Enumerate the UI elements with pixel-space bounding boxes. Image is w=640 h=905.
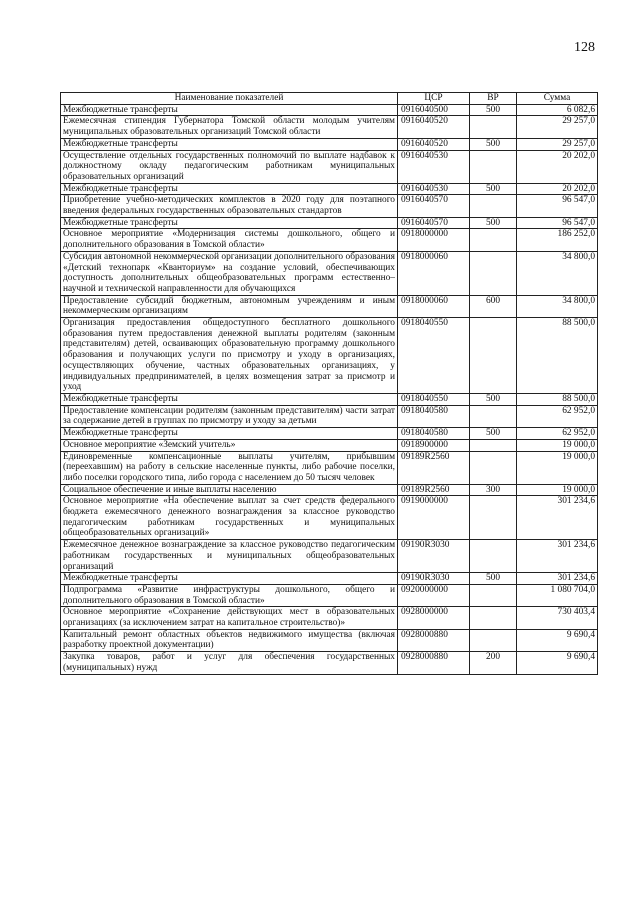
- row-sum-cell: 34 800,0: [517, 295, 598, 317]
- row-sum-cell: 19 000,0: [517, 484, 598, 496]
- row-vr-cell: [470, 496, 517, 540]
- table-row: [61, 652, 598, 674]
- row-csr-cell: 0928000000: [398, 607, 470, 629]
- row-vr-cell: 200: [470, 652, 517, 674]
- table-row: [61, 393, 598, 405]
- row-csr-cell: 0928000880: [398, 652, 470, 674]
- row-csr-cell: 09189R2560: [398, 451, 470, 484]
- budget-table: [60, 92, 598, 675]
- row-name-cell: Капитальный ремонт областных объектов недвижимого имущества (включая разработку проектной документации): [61, 629, 398, 651]
- row-name-cell: Осуществление отдельных государственных полномочий по выплате надбавок к должностному окладу педагогическим работникам муниципальных образовательных организаций: [61, 150, 398, 183]
- table-row: [61, 629, 598, 651]
- table-row: [61, 116, 598, 138]
- table-row: [61, 405, 598, 427]
- table-row: [61, 138, 598, 150]
- row-name-cell: Подпрограмма «Развитие инфраструктуры дошкольного, общего и дополнительного образования в Томской области»: [61, 584, 398, 606]
- row-csr-cell: 0916040520: [398, 138, 470, 150]
- row-csr-cell: 0919000000: [398, 496, 470, 540]
- row-sum-cell: 88 500,0: [517, 318, 598, 394]
- row-sum-cell: 96 547,0: [517, 217, 598, 229]
- header-vr: ВР: [470, 93, 517, 105]
- row-csr-cell: 0918000060: [398, 295, 470, 317]
- row-vr-cell: 500: [470, 104, 517, 116]
- row-name-cell: Основное мероприятие «Земский учитель»: [61, 439, 398, 451]
- header-row: [61, 93, 598, 105]
- table-row: [61, 573, 598, 585]
- row-csr-cell: 0916040530: [398, 150, 470, 183]
- row-vr-cell: [470, 451, 517, 484]
- table-row: [61, 295, 598, 317]
- table-row: [61, 104, 598, 116]
- table-row: [61, 496, 598, 540]
- row-csr-cell: 0928000880: [398, 629, 470, 651]
- row-name-cell: Предоставление субсидий бюджетным, автономным учреждениям и иным некоммерческим организациям: [61, 295, 398, 317]
- row-sum-cell: 19 000,0: [517, 451, 598, 484]
- row-csr-cell: 0916040500: [398, 104, 470, 116]
- row-csr-cell: 09190R3030: [398, 573, 470, 585]
- row-vr-cell: 500: [470, 183, 517, 195]
- table-row: [61, 195, 598, 217]
- table-row: [61, 251, 598, 295]
- table-row: [61, 451, 598, 484]
- row-sum-cell: 730 403,4: [517, 607, 598, 629]
- row-name-cell: Ежемесячное денежное вознаграждение за классное руководство педагогическим работникам государственных и муниципальных общеобразовательных организаций: [61, 540, 398, 573]
- row-vr-cell: [470, 251, 517, 295]
- table-row: [61, 584, 598, 606]
- row-csr-cell: 0918040580: [398, 428, 470, 440]
- row-name-cell: Межбюджетные трансферты: [61, 217, 398, 229]
- row-vr-cell: 500: [470, 393, 517, 405]
- row-name-cell: Организация предоставления общедоступного бесплатного дошкольного образования путем предоставления денежной выплаты родителям (законным представителям) детей, осваивающих образовательную программу дошкольного образования и получающих услуги по присмотру и уходу в организациях, осуществляющих обучение, частных образовательных организациях, у индивидуальных предпринимателей, в целях возмещения затрат за присмотр и уход: [61, 318, 398, 394]
- row-csr-cell: 0918040580: [398, 405, 470, 427]
- row-vr-cell: [470, 439, 517, 451]
- row-vr-cell: [470, 229, 517, 251]
- table-row: [61, 484, 598, 496]
- row-name-cell: Межбюджетные трансферты: [61, 428, 398, 440]
- row-name-cell: Основное мероприятие «На обеспечение выплат за счет средств федерального бюджета ежемесячного денежного вознаграждения за классное руководство педагогическим работникам государственных и муниципальных общеобразовательных организаций»: [61, 496, 398, 540]
- row-sum-cell: 34 800,0: [517, 251, 598, 295]
- row-name-cell: Межбюджетные трансферты: [61, 104, 398, 116]
- row-sum-cell: 20 202,0: [517, 183, 598, 195]
- row-vr-cell: 300: [470, 484, 517, 496]
- row-csr-cell: 0920000000: [398, 584, 470, 606]
- row-vr-cell: [470, 318, 517, 394]
- row-name-cell: Закупка товаров, работ и услуг для обеспечения государственных (муниципальных) нужд: [61, 652, 398, 674]
- row-name-cell: Ежемесячная стипендия Губернатора Томской области молодым учителям муниципальных образовательных организаций Томской области: [61, 116, 398, 138]
- header-sum: Сумма: [517, 93, 598, 105]
- row-name-cell: Межбюджетные трансферты: [61, 138, 398, 150]
- row-vr-cell: [470, 116, 517, 138]
- row-vr-cell: 500: [470, 217, 517, 229]
- row-sum-cell: 19 000,0: [517, 439, 598, 451]
- table-row: [61, 607, 598, 629]
- row-vr-cell: 600: [470, 295, 517, 317]
- table-body: [61, 104, 598, 674]
- row-sum-cell: 6 082,6: [517, 104, 598, 116]
- row-sum-cell: 301 234,6: [517, 540, 598, 573]
- row-sum-cell: 1 080 704,0: [517, 584, 598, 606]
- row-vr-cell: [470, 540, 517, 573]
- row-vr-cell: 500: [470, 573, 517, 585]
- row-name-cell: Предоставление компенсации родителям (законным представителям) части затрат за содержание детей в группах по присмотру и уходу за детьми: [61, 405, 398, 427]
- row-csr-cell: 0918040550: [398, 318, 470, 394]
- row-csr-cell: 0918040550: [398, 393, 470, 405]
- table-row: [61, 540, 598, 573]
- row-vr-cell: [470, 629, 517, 651]
- row-vr-cell: [470, 405, 517, 427]
- row-name-cell: Межбюджетные трансферты: [61, 573, 398, 585]
- row-csr-cell: 09190R3030: [398, 540, 470, 573]
- row-name-cell: Единовременные компенсационные выплаты учителям, прибывшим (переехавшим) на работу в сельские населенные пункты, либо рабочие поселки, либо поселки городского типа, либо города с населением до 50 тысяч человек: [61, 451, 398, 484]
- row-vr-cell: [470, 150, 517, 183]
- row-name-cell: Межбюджетные трансферты: [61, 393, 398, 405]
- row-csr-cell: 0916040530: [398, 183, 470, 195]
- row-vr-cell: [470, 584, 517, 606]
- page-number: 128: [574, 40, 595, 55]
- row-vr-cell: 500: [470, 428, 517, 440]
- row-sum-cell: 88 500,0: [517, 393, 598, 405]
- row-sum-cell: 301 234,6: [517, 573, 598, 585]
- row-csr-cell: 0918900000: [398, 439, 470, 451]
- row-name-cell: Субсидия автономной некоммерческой организации дополнительного образования «Детский технопарк «Кванториум» на создание условий, обеспечивающих доступность дополнительных общеобразовательных программ естественно–научной и технической направленности для обучающихся: [61, 251, 398, 295]
- row-vr-cell: [470, 607, 517, 629]
- row-csr-cell: 0918000000: [398, 229, 470, 251]
- row-csr-cell: 0916040570: [398, 217, 470, 229]
- table-row: [61, 229, 598, 251]
- table-row: [61, 439, 598, 451]
- table-row: [61, 428, 598, 440]
- row-sum-cell: 29 257,0: [517, 138, 598, 150]
- row-name-cell: Основное мероприятие «Модернизация системы дошкольного, общего и дополнительного образования в Томской области»: [61, 229, 398, 251]
- row-sum-cell: 186 252,0: [517, 229, 598, 251]
- row-vr-cell: 500: [470, 138, 517, 150]
- row-sum-cell: 29 257,0: [517, 116, 598, 138]
- row-csr-cell: 0918000060: [398, 251, 470, 295]
- table-row: [61, 318, 598, 394]
- row-vr-cell: [470, 195, 517, 217]
- row-name-cell: Приобретение учебно-методических комплектов в 2020 году для поэтапного введения федеральных государственных образовательных стандартов: [61, 195, 398, 217]
- table-row: [61, 217, 598, 229]
- header-csr: ЦСР: [398, 93, 470, 105]
- row-name-cell: Основное мероприятие «Сохранение действующих мест в образовательных организациях (за исключением затрат на капитальное строительство)»: [61, 607, 398, 629]
- row-csr-cell: 0916040520: [398, 116, 470, 138]
- row-csr-cell: 0916040570: [398, 195, 470, 217]
- row-sum-cell: 9 690,4: [517, 629, 598, 651]
- row-sum-cell: 9 690,4: [517, 652, 598, 674]
- table-row: [61, 150, 598, 183]
- row-csr-cell: 09189R2560: [398, 484, 470, 496]
- row-sum-cell: 62 952,0: [517, 405, 598, 427]
- row-sum-cell: 20 202,0: [517, 150, 598, 183]
- row-sum-cell: 301 234,6: [517, 496, 598, 540]
- row-name-cell: Социальное обеспечение и иные выплаты населению: [61, 484, 398, 496]
- row-name-cell: Межбюджетные трансферты: [61, 183, 398, 195]
- table-row: [61, 183, 598, 195]
- row-sum-cell: 96 547,0: [517, 195, 598, 217]
- row-sum-cell: 62 952,0: [517, 428, 598, 440]
- header-name: Наименование показателей: [61, 93, 398, 105]
